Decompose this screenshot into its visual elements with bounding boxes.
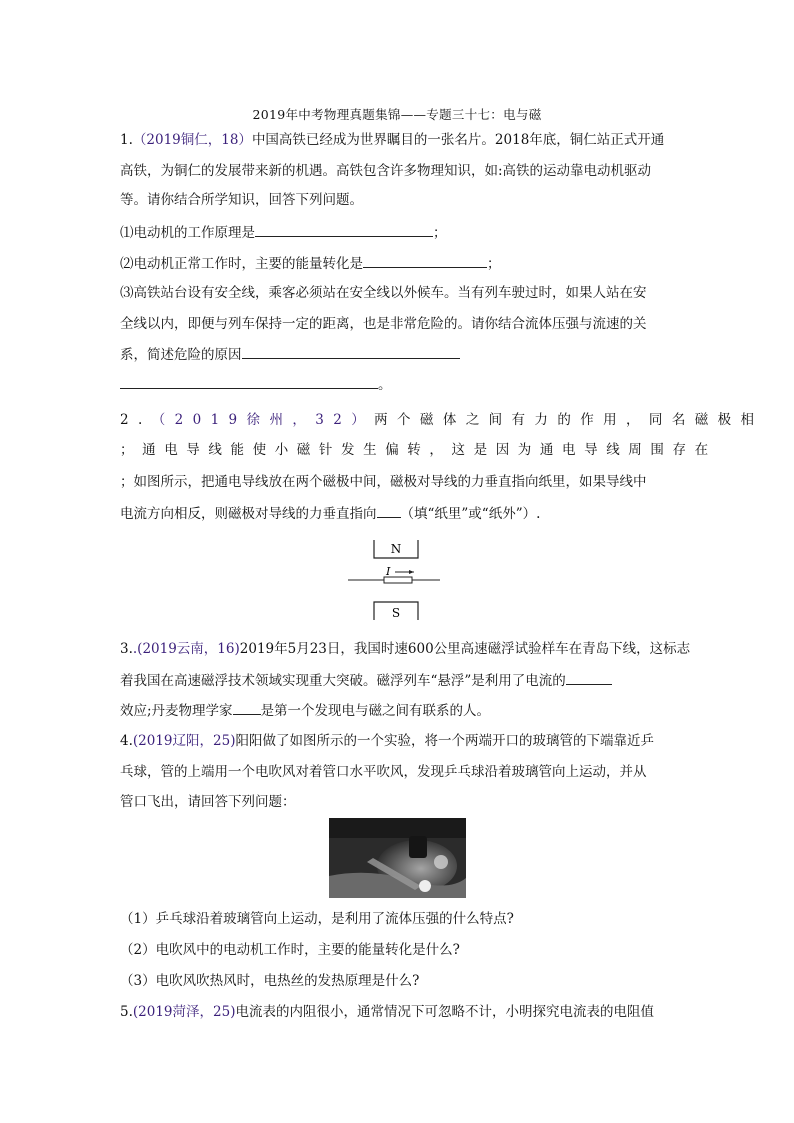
q2-number: 2. bbox=[120, 412, 152, 428]
q1-line-1: 1.（2019铜仁，18）中国高铁已经成为世界瞩目的一张名片。2018年底，铜仁站正式开通 bbox=[120, 132, 665, 148]
q1-part-3-line-3: 系，简述危险的原因 bbox=[120, 344, 676, 365]
q1-part-2: ⑵电动机正常工作时，主要的能量转化是 ； bbox=[120, 253, 676, 274]
q3-number: 3. bbox=[120, 641, 133, 657]
answer-blank[interactable] bbox=[377, 503, 401, 518]
ping-pong-ball-shape bbox=[419, 880, 431, 892]
q5-line-1: 5.(2019菏泽，25)电流表的内阻很小，通常情况下可忽略不计，小明探究电流表的电阻值 bbox=[120, 1004, 654, 1020]
q1-line-2: 高铁，为铜仁的发展带来新的机遇。高铁包含许多物理知识，如:高铁的运动靠电动机驱动 bbox=[120, 163, 652, 179]
north-label: N bbox=[390, 542, 402, 556]
q4-line-1: 4.(2019辽阳，25)阳阳做了如图所示的一个实验，将一个两端开口的玻璃管的下端靠近乒 bbox=[120, 733, 654, 749]
q2-line-1: 2.（2019徐州，32）两个磁体之间有力的作用，同名磁极相 bbox=[120, 412, 764, 428]
q4-line-2: 乓球，管的上端用一个电吹风对着管口水平吹风，发现乒乓球沿着玻璃管向上运动，并从 bbox=[120, 764, 647, 780]
experiment-photo-drawing bbox=[329, 818, 466, 898]
q1-part-3-line-1: ⑶高铁站台设有安全线，乘客必须站在安全线以外候车。当有列车驶过时，如果人站在安 bbox=[120, 285, 647, 301]
current-label: I bbox=[386, 565, 391, 578]
q4-line-3: 管口飞出，请回答下列问题： bbox=[120, 794, 296, 810]
hair-dryer-shape bbox=[409, 836, 427, 858]
experiment-photo bbox=[329, 818, 466, 898]
q3-source: .(2019云南，16) bbox=[132, 641, 240, 657]
answer-blank[interactable] bbox=[233, 700, 261, 715]
q3-line-3: 效应;丹麦物理学家 是第一个发现电与磁之间有联系的人。 bbox=[120, 700, 676, 721]
q1-number: 1. bbox=[120, 132, 133, 148]
answer-blank[interactable] bbox=[242, 344, 460, 359]
answer-blank[interactable] bbox=[363, 253, 487, 268]
south-label: S bbox=[391, 606, 401, 620]
q5-source: (2019菏泽，25) bbox=[132, 1004, 236, 1020]
q4-sub-3: （3）电吹风吹热风时，电热丝的发热原理是什么? bbox=[120, 973, 420, 989]
q4-source: (2019辽阳，25) bbox=[132, 733, 236, 749]
q2-source: （2019徐州，32） bbox=[151, 412, 375, 428]
q1-line-3: 等。请你结合所学知识，回答下列问题。 bbox=[120, 192, 363, 208]
answer-blank[interactable] bbox=[120, 374, 378, 389]
q2-line-3: ；如图所示，把通电导线放在两个磁极中间，磁极对导线的力垂直指向纸里，如果导线中 bbox=[120, 474, 647, 490]
q1-part-3-line-4: 。 bbox=[120, 374, 676, 395]
page-title: 2019年中考物理真题集锦——专题三十七：电与磁 bbox=[252, 107, 542, 122]
q5-number: 5. bbox=[120, 1004, 133, 1020]
q4-number: 4. bbox=[120, 733, 133, 749]
answer-blank[interactable] bbox=[566, 670, 612, 685]
q1-part-3-line-2: 全线以内，即便与列车保持一定的距离，也是非常危险的。请你结合流体压强与流速的关 bbox=[120, 316, 647, 332]
q3-line-2: 着我国在高速磁浮技术领域实现重大突破。磁浮列车“悬浮”是利用了电流的 bbox=[120, 670, 676, 691]
q3-line-1: 3..(2019云南，16)2019年5月23日，我国时速600公里高速磁浮试验样车在青岛下线，这标志 bbox=[120, 641, 691, 657]
magnet-wire-figure bbox=[340, 536, 450, 624]
q4-sub-1: （1）乒乓球沿着玻璃管向上运动，是利用了流体压强的什么特点? bbox=[120, 911, 514, 927]
q2-line-2: ；通电导线能使小磁针发生偏转，这是因为通电导线周围存在 bbox=[120, 442, 717, 458]
q1-part-1: ⑴电动机的工作原理是 ； bbox=[120, 222, 676, 243]
current-arrow-head bbox=[409, 570, 414, 574]
answer-blank[interactable] bbox=[255, 222, 433, 237]
q2-line-4: 电流方向相反，则磁极对导线的力垂直指向 （填“纸里”或“纸外”）. bbox=[120, 503, 676, 524]
q1-source: （2019铜仁，18） bbox=[132, 132, 252, 148]
q4-sub-2: （2）电吹风中的电动机工作时，主要的能量转化是什么? bbox=[120, 942, 460, 958]
